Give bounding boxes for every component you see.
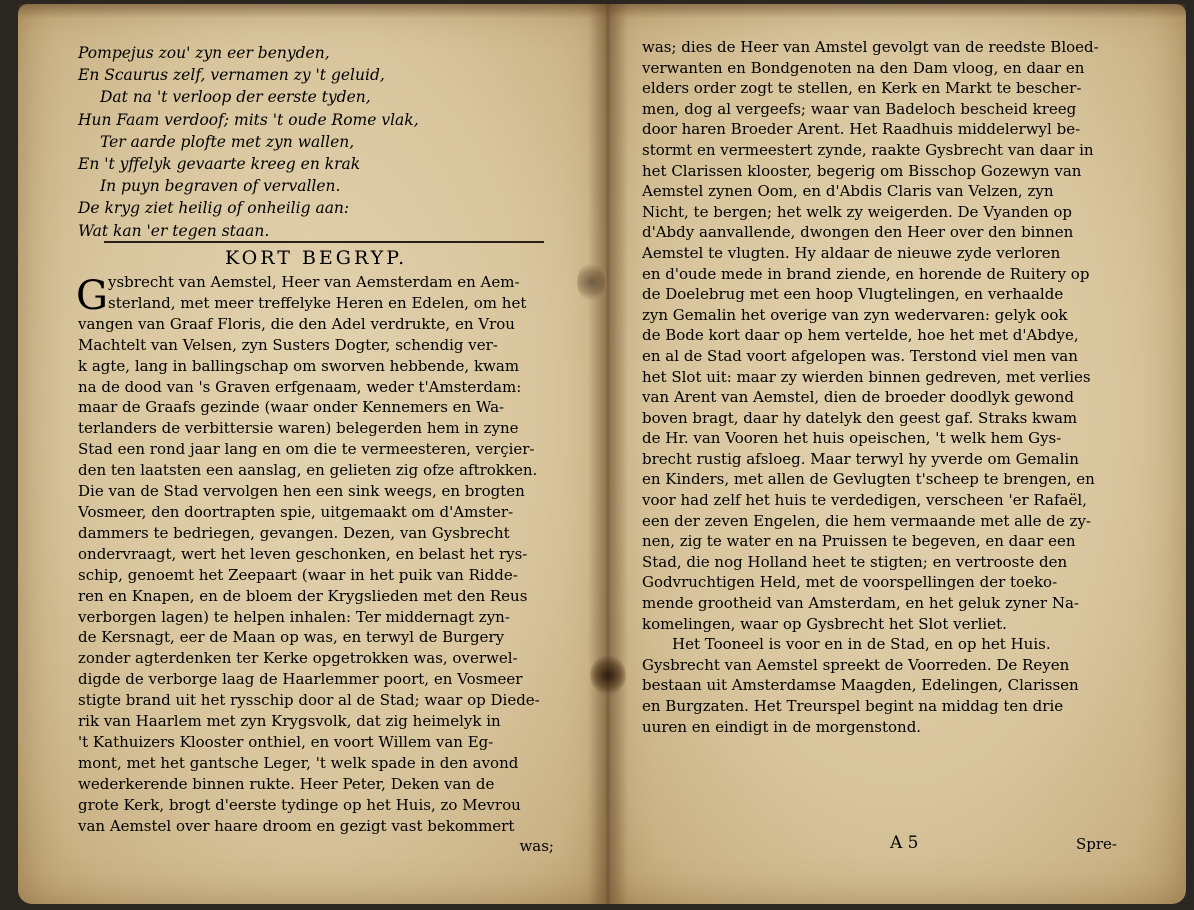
text-line: de Doelebrug met een hoop Vlugtelingen, en verhaalde — [642, 285, 1064, 304]
poem-line: Hun Faam verdoof; mits 't oude Rome vlak, — [78, 110, 419, 129]
text-line: Aemstel te vlugten. Hy aldaar de nieuwe zyde verloren — [642, 243, 1061, 262]
text-line: nen, zig te water en na Pruissen te begeven, en daar een — [642, 532, 1076, 551]
text-line: stormt en vermeestert zynde, raakte Gysbrecht van daar in — [642, 140, 1094, 159]
left-body-text — [78, 272, 558, 857]
text-line: brecht rustig afsloeg. Maar terwyl hy yverde om Gemalin — [642, 449, 1079, 468]
text-line: ondervraagt, wert het leven geschonken, en belast het rys- — [78, 544, 528, 563]
text-line: verwanten en Bondgenoten na den Dam vloog, en daar en — [642, 58, 1085, 77]
text-line: en Kinders, met allen de Gevlugten t'scheep te brengen, en — [642, 470, 1095, 489]
text-line: was; — [519, 837, 554, 856]
text-line: boven bragt, daar hy datelyk den geest gaf. Straks kwam — [642, 408, 1078, 427]
text-line: het Slot uit: maar zy wierden binnen gedreven, met verlies — [642, 367, 1091, 386]
text-line: elders order zogt te stellen, en Kerk en Markt te bescher- — [642, 79, 1082, 98]
page-edge-shadow — [18, 4, 1186, 18]
text-line: en d'oude mede in brand ziende, en horende de Ruitery op — [642, 264, 1090, 283]
text-line: ren en Knapen, en de bloem der Krygslieden met den Reus — [78, 586, 528, 605]
text-line: van Aemstel over haare droom en gezigt vast bekommert — [78, 816, 515, 835]
text-line: schip, genoemt het Zeepaart (waar in het puik van Ridde- — [78, 565, 518, 584]
text-line: ysbrecht van Aemstel, Heer van Aemsterdam en Aem- — [108, 273, 520, 291]
section-divider — [104, 241, 544, 243]
poem-line: En Scaurus zelf, vernamen zy 't geluid, — [78, 66, 385, 85]
text-line: Nicht, te bergen; het welk zy weigerden. De Vyanden op — [642, 202, 1073, 221]
text-line: het Clarissen klooster, begerig om Bisschop Gozewyn van — [642, 161, 1082, 180]
text-line: k agte, lang in ballingschap om sworven hebbende, kwam — [78, 356, 520, 375]
text-line: de Hr. van Vooren het huis opeischen, 't welk hem Gys- — [642, 429, 1062, 448]
text-line: d'Abdy aanvallende, dwongen den Heer over den binnen — [642, 223, 1074, 242]
book-gutter — [588, 4, 628, 904]
text-line: zyn Gemalin het overige van zyn wedervaren: gelyk ook — [642, 305, 1068, 324]
text-line: Godvruchtigen Held, met de voorspellingen der toeko- — [642, 573, 1058, 592]
poem-line: Wat kan 'er tegen staan. — [78, 221, 270, 240]
text-line: vangen van Graaf Floris, die den Adel verdrukte, en Vrou — [78, 314, 515, 333]
text-line: Machtelt van Velsen, zyn Susters Dogter, schendig ver- — [78, 335, 498, 354]
poem-line: In puyn begraven of vervallen. — [100, 177, 341, 196]
text-line: Stad een rond jaar lang en om die te vermeesteren, verçier- — [78, 440, 535, 459]
text-line: Aemstel zynen Oom, en d'Abdis Claris van Velzen, zyn — [642, 182, 1054, 201]
text-line: Die van de Stad vervolgen hen een sink weegs, en brogten — [78, 482, 525, 501]
text-line: bestaan uit Amsterdamse Maagden, Edelingen, Clarissen — [642, 676, 1079, 695]
text-line: Stad, die nog Holland heet te stigten; en vertrooste den — [642, 552, 1068, 571]
text-line: van Arent van Aemstel, dien de broeder doodlyk gewond — [642, 388, 1074, 407]
text-line: door haren Broeder Arent. Het Raadhuis middelerwyl be- — [642, 120, 1081, 139]
text-line: sterland, met meer treffelyke Heren en Edelen, om het — [108, 293, 527, 312]
text-line: maar de Graafs gezinde (waar onder Kennemers en Wa- — [78, 398, 505, 417]
text-line: en Burgzaten. Het Treurspel begint na middag ten drie — [642, 697, 1064, 715]
drop-cap: G — [76, 273, 108, 319]
catchword: Spre- — [1076, 835, 1117, 853]
poem-line: En 't yffelyk gevaarte kreeg en krak — [78, 155, 361, 174]
text-line: men, dog al vergeefs; waar van Badeloch bescheid kreeg — [642, 99, 1077, 118]
text-line: en al de Stad voort afgelopen was. Terstond viel men van — [642, 346, 1078, 365]
text-line: 't Kathuizers Klooster onthiel, en voort Willem van Eg- — [78, 732, 494, 751]
text-line: komelingen, waar op Gysbrecht het Slot verliet. — [642, 614, 1007, 633]
text-line: een der zeven Engelen, die hem vermaande met alle de zy- — [642, 511, 1092, 530]
text-line: terlanders de verbittersie waren) belegerden hem in zyne — [78, 419, 519, 438]
poem-line: Pompejus zou' zyn eer benyden, — [78, 44, 330, 62]
poem-line: Dat na 't verloop der eerste tyden, — [100, 88, 371, 107]
text-line: den ten laatsten een aanslag, en gelieten zig ofze aftrokken. — [78, 461, 538, 480]
text-line: na de dood van 's Graven erfgenaam, weder t'Amsterdam: — [78, 377, 522, 396]
text-line: de Kersnagt, eer de Maan op was, en terwyl de Burgery — [78, 628, 505, 647]
text-line: voor had zelf het huis te verdedigen, verscheen 'er Rafaël, — [642, 491, 1087, 510]
text-line: Vosmeer, den doortrapten spie, uitgemaakt om d'Amster- — [78, 502, 514, 521]
text-line: was; dies de Heer van Amstel gevolgt van de reedste Bloed- — [642, 38, 1099, 56]
right-body-text — [642, 37, 1132, 737]
text-line: grote Kerk, brogt d'eerste tydinge op het Huis, zo Mevrou — [78, 795, 521, 814]
ink-stain — [577, 262, 605, 302]
text-line: verborgen lagen) te helpen inhalen: Ter middernagt zyn- — [78, 607, 510, 626]
text-line: stigte brand uit het rysschip door al de Stad; waar op Diede- — [78, 691, 540, 710]
section-heading: KORT BEGRYP. — [225, 247, 408, 269]
text-line: rik van Haarlem met zyn Krygsvolk, dat zig heimelyk in — [78, 712, 501, 731]
text-line: mende grootheid van Amsterdam, en het geluk zyner Na- — [642, 594, 1079, 613]
poem-line: De kryg ziet heilig of onheilig aan: — [78, 199, 350, 218]
text-line: zonder agterdenken ter Kerke opgetrokken was, overwel- — [78, 649, 518, 668]
poem-line: Ter aarde plofte met zyn wallen, — [100, 132, 355, 151]
text-line: wederkerende binnen rukte. Heer Peter, Deken van de — [78, 774, 495, 793]
ink-stain — [590, 655, 626, 695]
poem-stanza — [78, 42, 548, 242]
text-line: digde de verborge laag de Haarlemmer poort, en Vosmeer — [78, 670, 523, 689]
signature-mark: A 5 — [890, 833, 919, 853]
text-line: dammers te bedriegen, gevangen. Dezen, van Gysbrecht — [78, 523, 510, 542]
text-line: Gysbrecht van Aemstel spreekt de Voorreden. De Reyen — [642, 655, 1070, 674]
text-line: mont, met het gantsche Leger, 't welk spade in den avond — [78, 753, 519, 772]
text-line: uuren en eindigt in de morgenstond. — [642, 717, 922, 736]
text-line: Het Tooneel is voor en in de Stad, en op het Huis. — [672, 635, 1051, 654]
text-line: de Bode kort daar op hem vertelde, hoe het met d'Abdye, — [642, 326, 1079, 345]
